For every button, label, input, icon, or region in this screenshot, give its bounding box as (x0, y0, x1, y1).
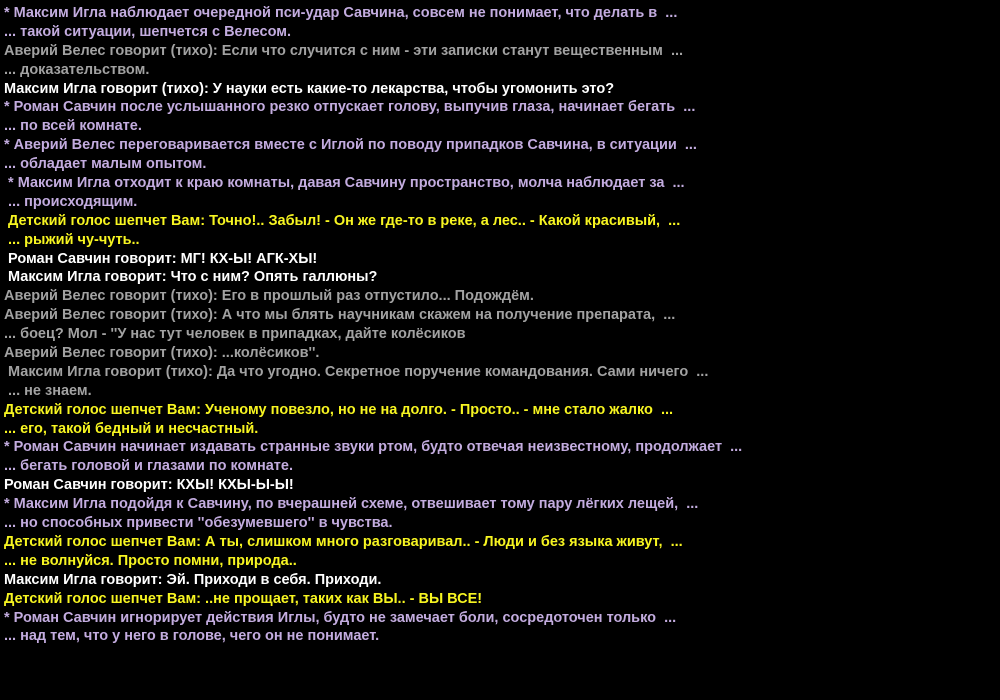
emote-line: ... но способных привести ''обезумевшего'' в чувства. (4, 515, 393, 532)
emote-line: * Максим Игла отходит к краю комнаты, давая Савчину пространство, молча наблюдает за ... (4, 175, 685, 192)
whisper-line: Аверий Велес говорит (тихо): Его в прошлый раз отпустило... Подождём. (4, 288, 534, 305)
emote-line: ... над тем, что у него в голове, чего он не понимает. (4, 628, 380, 645)
child-voice-line: Детский голос шепчет Вам: Ученому повезло, но не на долго. - Просто.. - мне стало жалко ... (4, 401, 674, 418)
emote-line: * Роман Савчин игнорирует действия Иглы, будто не замечает боли, сосредоточен только ... (4, 609, 677, 626)
emote-line: ... происходящим. (4, 193, 138, 210)
whisper-line: Максим Игла говорит (тихо): Да что угодно. Секретное поручение командования. Сами ничего ... (4, 363, 709, 380)
emote-line: * Максим Игла подойдя к Савчину, по вчерашней схеме, отвешивает тому пару лёгких лещей, ... (4, 496, 699, 513)
child-voice-line: ... не волнуйся. Просто помни, природа.. (4, 552, 297, 569)
whisper-line: Аверий Велес говорит (тихо): Если что случится с ним - эти записки станут вещественным ... (4, 42, 684, 59)
chat-log (4, 4, 996, 646)
speech-line: Максим Игла говорит: Эй. Приходи в себя. Приходи. (4, 571, 382, 588)
child-voice-line: Детский голос шепчет Вам: ..не прощает, таких как ВЫ.. - ВЫ ВСЕ! (4, 590, 483, 607)
whisper-line: Аверий Велес говорит (тихо): А что мы блять научникам скажем на получение препарата, ... (4, 307, 676, 324)
whisper-line: Аверий Велес говорит (тихо): ...колёсиков''. (4, 345, 320, 362)
speech-line: Роман Савчин говорит: МГ! КХ-Ы! АГК-ХЫ! (4, 250, 318, 267)
speech-line: Максим Игла говорит: Что с ним? Опять галлюны? (4, 269, 378, 286)
emote-line: ... по всей комнате. (4, 118, 142, 135)
child-voice-line: ... его, такой бедный и несчастный. (4, 420, 259, 437)
whisper-line: ... доказательством. (4, 61, 150, 78)
child-voice-line: ... рыжий чу-чуть.. (4, 231, 140, 248)
whisper-line: ... не знаем. (4, 382, 92, 399)
emote-line: * Максим Игла наблюдает очередной пси-удар Савчина, совсем не понимает, что делать в ... (4, 5, 678, 21)
emote-line: * Роман Савчин начинает издавать странные звуки ртом, будто отвечая неизвестному, продолжает ... (4, 439, 743, 456)
speech-line: Максим Игла говорит (тихо): У науки есть какие-то лекарства, чтобы угомонить это? (4, 80, 615, 97)
emote-line: ... обладает малым опытом. (4, 156, 207, 173)
child-voice-line: Детский голос шепчет Вам: А ты, слишком много разговаривал.. - Люди и без языка живут, ... (4, 533, 683, 550)
emote-line: * Аверий Велес переговаривается вместе с Иглой по поводу припадков Савчина, в ситуации ... (4, 137, 697, 154)
emote-line: ... бегать головой и глазами по комнате. (4, 458, 293, 475)
speech-line: Роман Савчин говорит: КХЫ! КХЫ-Ы-Ы! (4, 477, 294, 494)
child-voice-line: Детский голос шепчет Вам: Точно!.. Забыл! - Он же где-то в реке, а лес.. - Какой красивый, ... (4, 212, 681, 229)
emote-line: ... такой ситуации, шепчется с Велесом. (4, 23, 291, 40)
emote-line: * Роман Савчин после услышанного резко отпускает голову, выпучив глаза, начинает бегать ... (4, 99, 696, 116)
whisper-line: ... боец? Мол - ''У нас тут человек в припадках, дайте колёсиков (4, 326, 466, 343)
